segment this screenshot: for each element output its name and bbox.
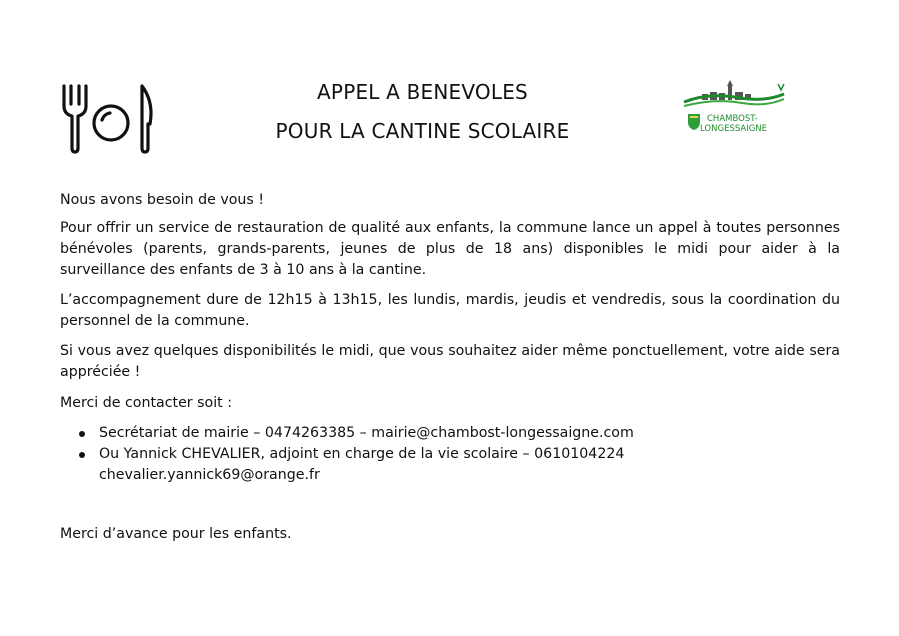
paragraph-availability: Si vous avez quelques disponibilités le midi, que vous souhaitez aider même ponctuellement, votre aide sera appréciée ! <box>60 343 840 380</box>
closing-text: Merci d’avance pour les enfants. <box>60 526 292 542</box>
cutlery-plate-icon <box>58 80 158 156</box>
logo-text-line2: LONGESSAIGNE <box>700 124 768 134</box>
logo-text-line1: CHAMBOST- <box>707 114 758 124</box>
page-title-line2: POUR LA CANTINE SCOLAIRE <box>275 119 570 143</box>
intro-text: Nous avons besoin de vous ! <box>60 192 265 208</box>
shield-icon <box>688 114 700 130</box>
list-item <box>60 423 840 444</box>
contact-intro: Merci de contacter soit : <box>60 395 233 411</box>
contact-line: Secrétariat de mairie – 0474263385 – mairie@chambost-longessaigne.com <box>99 425 634 441</box>
page-title-line1: APPEL A BENEVOLES <box>317 80 528 104</box>
bullet-icon <box>79 431 85 437</box>
contact-line: Ou Yannick CHEVALIER, adjoint en charge de la vie scolaire – 0610104224 <box>99 446 625 462</box>
contact-list <box>60 423 840 486</box>
contact-email: chevalier.yannick69@orange.fr <box>99 467 320 483</box>
paragraph-service: Pour offrir un service de restauration de qualité aux enfants, la commune lance un appel à toutes personnes bénévoles (parents, grands-parents, jeunes de plus de 18 ans) disponibles le midi pour aider à la surveillance des enfants de 3 à 10 ans à la cantine. <box>60 220 840 278</box>
bullet-icon <box>79 452 85 458</box>
paragraph-schedule: L’accompagnement dure de 12h15 à 13h15, les lundis, mardis, jeudis et vendredis, sous la coordination du personnel de la commune. <box>60 292 840 329</box>
list-item <box>60 444 840 486</box>
